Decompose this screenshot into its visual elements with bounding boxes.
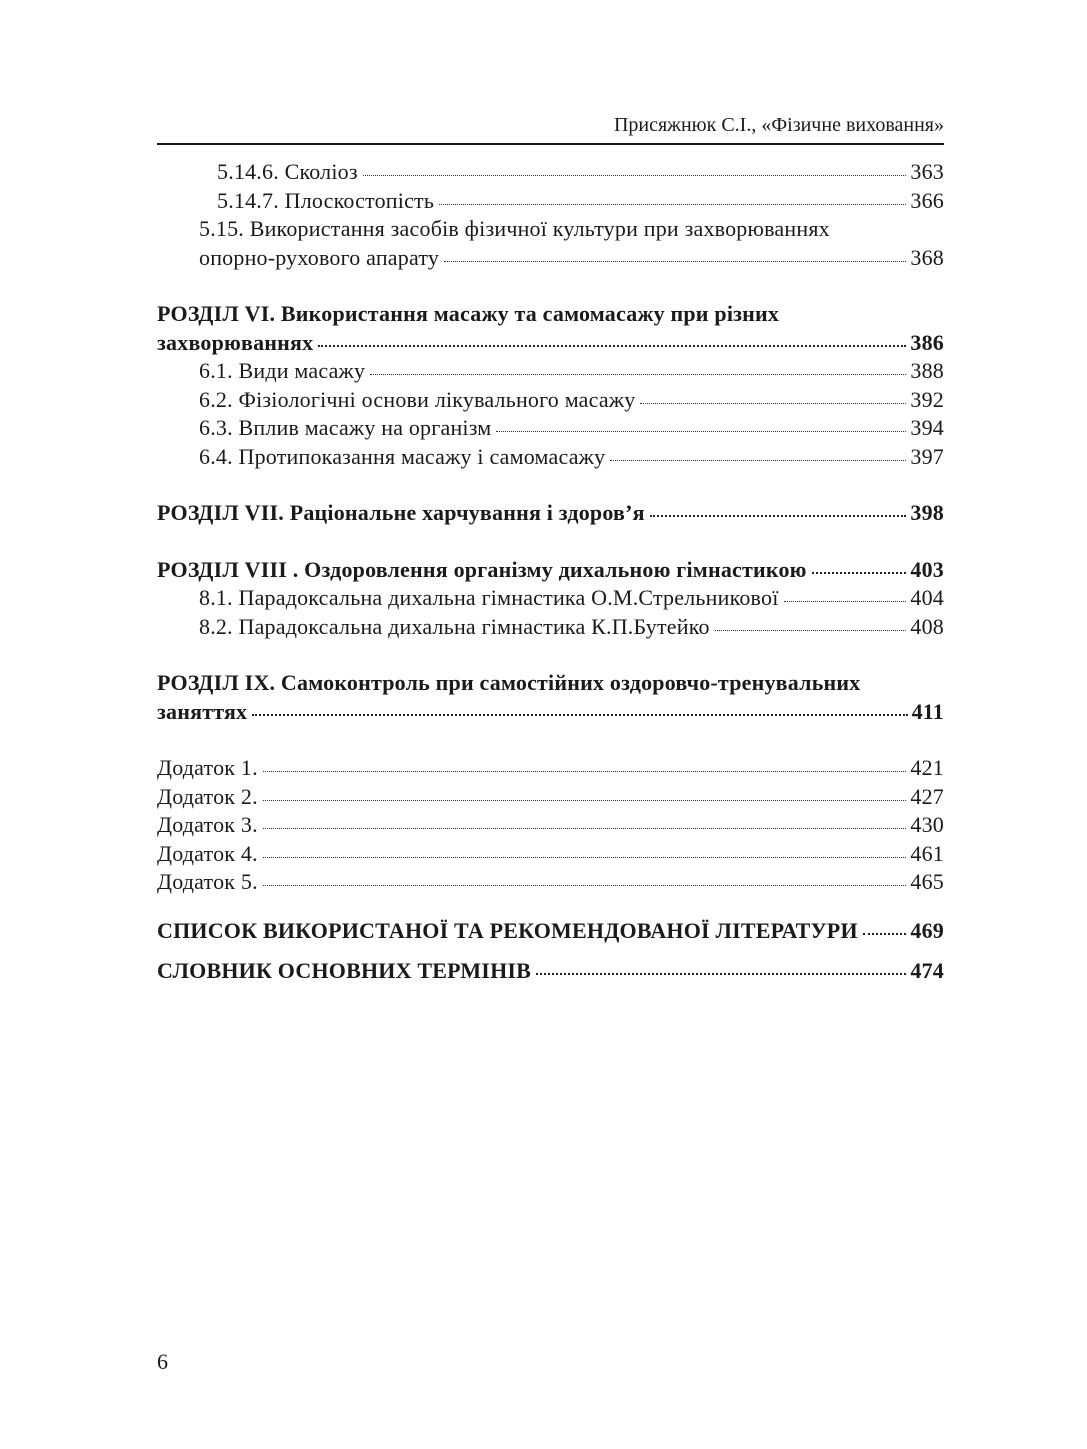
toc-entry-5-15 (157, 244, 944, 273)
toc-appendix-4 (157, 840, 944, 869)
toc-entry-page: 363 (910, 159, 944, 184)
running-header: Присяжнюк С.І., «Фізичне виховання» (157, 114, 944, 145)
toc-entry-title: 8.1. Парадоксальна дихальна гімнастика О.М.Стрельникової (199, 585, 779, 610)
toc-literature (157, 911, 944, 951)
dot-leader (715, 629, 907, 631)
toc-entry-page: 411 (911, 698, 944, 724)
toc-entry-page: 408 (910, 613, 944, 639)
toc-section-9 (157, 698, 944, 727)
toc-entry-page: 404 (910, 585, 944, 610)
toc-section-7 (157, 499, 944, 528)
toc-entry-title: РОЗДІЛ VII. Раціональне харчування і здоров’я (157, 500, 645, 525)
toc-entry-title: 6.4. Протипоказання масажу і самомасажу (199, 443, 606, 469)
dot-leader (263, 799, 907, 801)
toc-entry-title: Додаток 5. (157, 869, 258, 894)
toc-entry-title: СЛОВНИК ОСНОВНИХ ТЕРМІНІВ (157, 957, 532, 983)
toc-entry-page: 469 (910, 917, 944, 943)
dot-leader (812, 571, 907, 574)
toc-entry-8-2 (157, 613, 944, 642)
toc-entry-title: Додаток 1. (157, 755, 258, 780)
toc-entry-page: 421 (910, 755, 944, 780)
toc-section-9-line1: РОЗДІЛ IX. Самоконтроль при самостійних оздоровчо-тренувальних (157, 670, 861, 695)
toc-entry-page: 397 (910, 443, 944, 469)
dot-leader (444, 260, 906, 262)
toc-appendix-1 (157, 754, 944, 783)
toc-entry-5-15-line1: 5.15. Використання засобів фізичної культури при захворюваннях (199, 216, 830, 241)
dot-leader (863, 932, 907, 935)
dot-leader (263, 827, 907, 829)
table-of-contents (157, 158, 944, 991)
toc-entry-title: 6.3. Вплив масажу на організм (199, 415, 492, 440)
dot-leader (263, 770, 907, 772)
toc-entry-page: 366 (910, 187, 944, 213)
toc-entry-title: 5.14.6. Сколіоз (217, 159, 358, 184)
toc-glossary (157, 951, 944, 991)
toc-entry-page: 392 (910, 386, 944, 412)
toc-entry-page: 427 (910, 783, 944, 809)
toc-entry-title: Додаток 2. (157, 783, 258, 809)
toc-entry-page: 388 (910, 358, 944, 383)
toc-entry-page: 474 (910, 957, 944, 983)
dot-leader (263, 856, 907, 858)
toc-entry-title: СПИСОК ВИКОРИСТАНОЇ ТА РЕКОМЕНДОВАНОЇ ЛІТЕРАТУРИ (157, 917, 858, 943)
dot-leader (650, 514, 907, 517)
dot-leader (252, 713, 907, 716)
toc-entry-page: 403 (910, 556, 944, 582)
toc-entry-6-1 (157, 357, 944, 386)
toc-entry-title: 5.14.7. Плоскостопість (217, 187, 435, 213)
toc-entry-page: 398 (910, 500, 944, 525)
dot-leader (370, 373, 906, 375)
toc-entry-title: захворюваннях (157, 329, 314, 355)
toc-entry-title: заняттях (157, 698, 248, 724)
toc-entry-5-14-6 (157, 158, 944, 187)
toc-entry-6-4 (157, 443, 944, 472)
toc-section-8 (157, 556, 944, 585)
dot-leader (263, 884, 907, 886)
toc-entry-title: Додаток 3. (157, 812, 258, 837)
toc-entry-page: 430 (910, 812, 944, 837)
dot-leader (363, 174, 907, 176)
toc-entry-5-14-7 (157, 187, 944, 216)
toc-entry-title: 8.2. Парадоксальна дихальна гімнастика К.П.Бутейко (199, 613, 710, 639)
toc-entry-8-1 (157, 584, 944, 613)
dot-leader (610, 459, 906, 461)
dot-leader (784, 600, 907, 602)
dot-leader (318, 344, 906, 347)
toc-entry-page: 461 (910, 840, 944, 866)
toc-entry-page: 386 (910, 329, 944, 355)
toc-entry-title: 6.2. Фізіологічні основи лікувального масажу (199, 386, 636, 412)
page-number: 6 (157, 1349, 168, 1374)
toc-entry-title: опорно-рухового апарату (199, 244, 440, 270)
toc-appendix-3 (157, 811, 944, 840)
toc-entry-title: Додаток 4. (157, 840, 258, 866)
toc-appendix-5 (157, 868, 944, 897)
dot-leader (536, 972, 906, 975)
toc-entry-title: РОЗДІЛ VIII . Оздоровлення організму дихальною гімнастикою (157, 556, 807, 582)
toc-entry-title: 6.1. Види масажу (199, 358, 366, 383)
toc-entry-6-3 (157, 414, 944, 443)
toc-section-6-line1: РОЗДІЛ VI. Використання масажу та самомасажу при різних (157, 301, 780, 326)
toc-appendix-2 (157, 783, 944, 812)
toc-entry-page: 465 (910, 869, 944, 894)
toc-entry-page: 394 (910, 415, 944, 440)
toc-section-6 (157, 329, 944, 358)
dot-leader (496, 430, 906, 432)
dot-leader (640, 402, 906, 404)
toc-entry-6-2 (157, 386, 944, 415)
toc-entry-page: 368 (910, 244, 944, 270)
dot-leader (439, 203, 906, 205)
